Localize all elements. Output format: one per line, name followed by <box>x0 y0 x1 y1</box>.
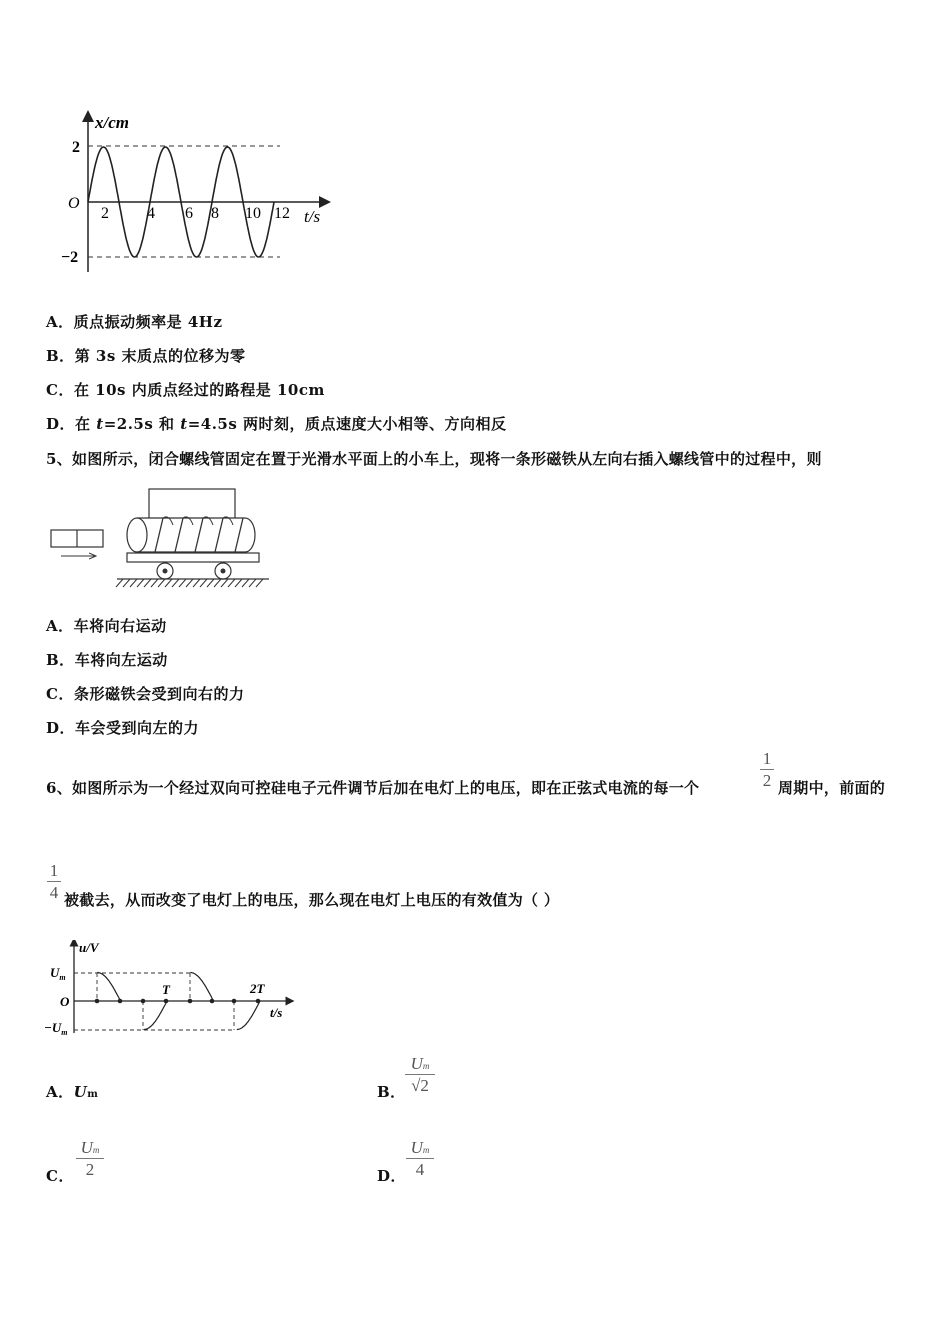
q6-option-d-fraction <box>406 1139 434 1178</box>
q4-option-a-text: 质点振动频率是 4Hz <box>73 313 223 331</box>
q6-stem-part2: 周期中，前面的 <box>778 779 886 797</box>
q6-option-c-letter: C． <box>46 1167 74 1185</box>
q5-option-b-text: 车将向左运动 <box>74 651 168 669</box>
origin-label: O <box>68 195 80 212</box>
q6-fraction-quarter-den: 4 <box>49 883 59 902</box>
solenoid <box>127 517 255 552</box>
q6-fraction-quarter <box>47 862 61 901</box>
q5-option-c[interactable] <box>46 683 244 704</box>
cart-wheel-left <box>157 563 173 579</box>
q6-stem-part3: 被截去，从而改变了电灯上的电压，那么现在电灯上电压的有效值为（ ） <box>64 891 560 909</box>
q6-option-b-num-sub: m <box>422 1061 430 1071</box>
x-tick-12: 12 <box>274 205 290 222</box>
q5-option-a-letter: A． <box>46 617 74 635</box>
q6-option-a-u: U <box>73 1083 88 1101</box>
q4-option-a[interactable] <box>46 311 223 332</box>
q4-option-d[interactable] <box>46 413 507 434</box>
y-tick-2: 2 <box>72 139 80 156</box>
q6-option-d[interactable] <box>377 1165 406 1186</box>
q4-option-d-t2: t <box>180 415 188 433</box>
q4-option-d-mid2: =4.5s 两时刻，质点速度大小相等、方向相反 <box>187 415 507 433</box>
x-tick-2: 2 <box>101 205 109 222</box>
q4-option-b-letter: B． <box>46 347 75 365</box>
cart-wheel-right <box>215 563 231 579</box>
bar-magnet <box>51 530 103 547</box>
q5-stem: 5、如图所示，闭合螺线管固定在置于光滑水平面上的小车上，现将一条形磁铁从左向右插入螺线管中的过程中，则 <box>46 450 822 468</box>
q4-option-d-letter: D． <box>46 415 76 433</box>
x-tick-6: 6 <box>185 205 193 222</box>
q5-option-a-text: 车将向右运动 <box>73 617 167 635</box>
q5-option-c-text: 条形磁铁会受到向右的力 <box>73 685 245 703</box>
voltage-time-graph <box>44 940 304 1040</box>
cart-platform <box>127 553 259 562</box>
q6-option-b[interactable] <box>377 1081 406 1102</box>
q5-option-d[interactable] <box>46 717 199 738</box>
um-label: $U_m$ <box>50 965 66 982</box>
q5-option-b-letter: B． <box>46 651 75 669</box>
q6-fraction-half <box>760 750 774 789</box>
q6-option-d-den: 4 <box>415 1160 425 1179</box>
q6-option-b-den: √2 <box>411 1076 429 1095</box>
x-tick-labels <box>101 205 290 222</box>
x-tick-10: 10 <box>245 205 261 222</box>
y-axis-label: x/cm <box>95 113 129 132</box>
x-tick-4: 4 <box>147 205 155 222</box>
q6-fraction-half-den: 2 <box>762 771 772 790</box>
ground <box>116 579 269 587</box>
q4-option-c-letter: C． <box>46 381 74 399</box>
q4-option-d-t1: t <box>96 415 104 433</box>
q6-option-d-num-sub: m <box>422 1145 430 1155</box>
x-axis-label: t/s <box>304 207 321 226</box>
q4-option-b-text: 第 3s 末质点的位移为零 <box>74 347 246 365</box>
q6-fraction-quarter-num: 1 <box>49 861 59 880</box>
2t-label: 2T <box>250 981 265 996</box>
q5-option-b[interactable] <box>46 649 168 670</box>
q6-option-a-sub: m <box>87 1089 99 1100</box>
q6-option-b-letter: B． <box>377 1083 406 1101</box>
q6-stem-part1: 6、如图所示为一个经过双向可控硅电子元件调节后加在电灯上的电压，即在正弦式电流的每一个 <box>46 779 700 797</box>
t-label: T <box>162 982 170 997</box>
displacement-time-graph <box>55 110 345 280</box>
origin-label: O <box>60 994 70 1009</box>
q6-option-c-fraction <box>76 1139 104 1178</box>
q5-option-d-text: 车会受到向左的力 <box>75 719 200 737</box>
q4-option-a-letter: A． <box>46 313 74 331</box>
q6-option-c-den: 2 <box>85 1160 95 1179</box>
q4-option-d-mid1: =2.5s 和 <box>103 415 181 433</box>
q4-option-c[interactable] <box>46 379 325 400</box>
q6-option-a-letter: A． <box>46 1083 74 1101</box>
q5-option-c-letter: C． <box>46 685 74 703</box>
q6-option-b-num: U <box>410 1054 423 1073</box>
x-axis-label: t/s <box>270 1005 283 1020</box>
neg-um-label: $-U_m$ <box>44 1020 68 1037</box>
q5-option-a[interactable] <box>46 615 167 636</box>
q6-option-d-num: U <box>410 1138 423 1157</box>
q4-option-c-text: 在 10s 内质点经过的路程是 10cm <box>73 381 325 399</box>
q4-option-d-pre: 在 <box>75 415 97 433</box>
x-tick-8: 8 <box>211 205 219 222</box>
solenoid-cart-figure <box>45 485 275 590</box>
q6-option-c[interactable] <box>46 1165 74 1186</box>
q4-option-b[interactable] <box>46 345 246 366</box>
y-tick-neg2: −2 <box>61 249 79 266</box>
q6-option-a[interactable] <box>46 1081 98 1102</box>
y-axis-label: u/V <box>79 940 99 955</box>
q5-option-d-letter: D． <box>46 719 76 737</box>
q6-option-d-letter: D． <box>377 1167 407 1185</box>
q6-option-c-num-sub: m <box>92 1145 100 1155</box>
q6-option-b-fraction <box>405 1055 435 1094</box>
q6-fraction-half-num: 1 <box>762 749 772 768</box>
q6-option-c-num: U <box>80 1138 93 1157</box>
